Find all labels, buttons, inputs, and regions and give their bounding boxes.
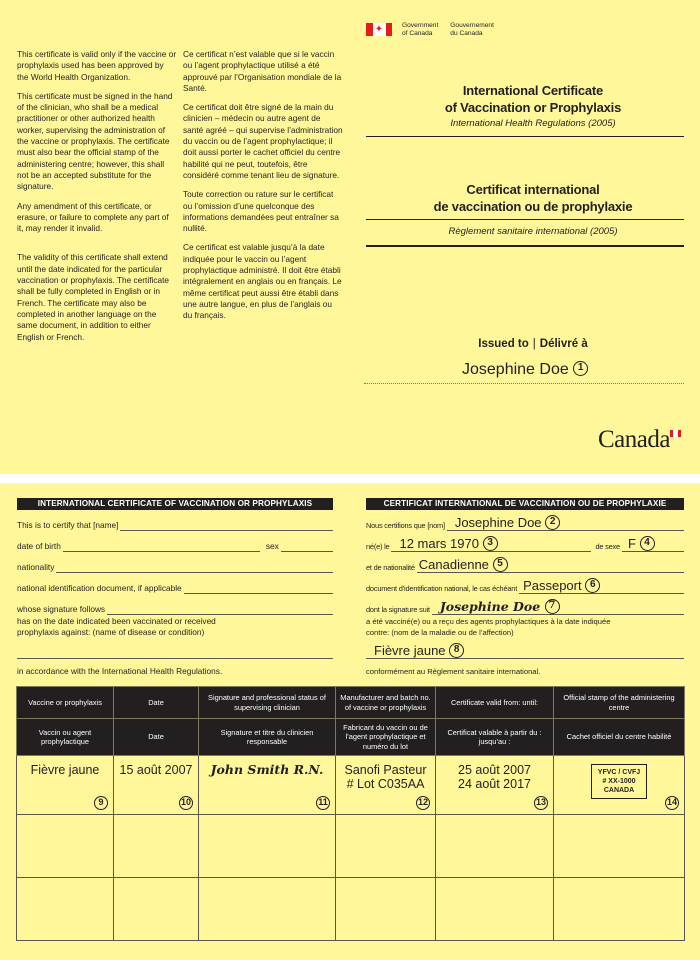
table-header-fr: [17, 719, 685, 756]
gov-en-line1: Government: [402, 22, 439, 29]
empty-cell[interactable]: [336, 878, 436, 941]
subtitle-fr: Règlement sanitaire international (2005): [448, 226, 618, 237]
field-number-badge: 6: [585, 578, 600, 593]
issued-to-line: [364, 383, 684, 384]
field-number-badge: 9: [94, 796, 108, 810]
empty-cell[interactable]: [554, 815, 685, 878]
cell-stamp[interactable]: [554, 756, 685, 815]
field-number-badge: 12: [416, 796, 430, 810]
notice-fr-1: Ce certificat n’est valable que si le vaccin ou l’agent prophylactique utilisé a été approuvé par l’Organisation mondiale de la Santé.: [183, 49, 342, 93]
gov-en-line2: of Canada: [402, 29, 433, 37]
dob-input[interactable]: 12 mars 1970 3: [391, 536, 591, 552]
vaccinated-text-en: has on the date indicated been vaccinated or received prophylaxis against: (name of disease or condition): [17, 616, 216, 637]
col-header: Certificat valable à partir du : jusqu’au :: [436, 719, 554, 756]
certificate-form: [0, 483, 700, 960]
field-name-fr: Nous certifions que [nom] Josephine Doe 2: [366, 515, 684, 531]
empty-cell[interactable]: [336, 815, 436, 878]
field-number-badge: 3: [483, 536, 498, 551]
form-header-en: INTERNATIONAL CERTIFICATE OF VACCINATION OR PROPHYLAXIS: [17, 498, 333, 510]
col-header: Signature et titre du clinicien responsable: [199, 719, 336, 756]
notice-fr-2: Ce certificat doit être signé de la main du clinicien – médecin ou autre agent de santé agréé – qui supervise l’administration du vaccin ou de l’agent prophylactique; il doit aussi porter le cachet officiel du centre habilité qui ne peut, toutefois, être considéré comme tenant lieu de signature.: [183, 102, 343, 180]
col-header: Official stamp of the administering centre: [554, 687, 685, 719]
col-header: Cachet officiel du centre habilité: [554, 719, 685, 756]
title-en-line1: International Certificate: [462, 83, 604, 98]
id-doc-input[interactable]: Passeport 6: [519, 578, 684, 594]
field-name-en: This is to certify that [name]: [17, 515, 333, 531]
signature-input[interactable]: Josephine Doe 7: [432, 599, 684, 615]
field-id-doc-en: national identification document, if applicable: [17, 578, 333, 594]
empty-cell[interactable]: [199, 815, 336, 878]
empty-cell[interactable]: [114, 815, 199, 878]
title-fr-line2: de vaccination ou de prophylaxie: [433, 199, 633, 214]
field-signature-fr: dont la signature suit Josephine Doe 7: [366, 599, 684, 615]
canada-flag-icon: ✦: [366, 23, 392, 36]
cell-clinician-signature[interactable]: John Smith R.N. 11: [199, 756, 336, 815]
title-french: [383, 181, 683, 215]
field-disease-fr: [366, 643, 684, 659]
accordance-text-fr: conformément au Règlement sanitaire international.: [366, 667, 541, 676]
notice-en-1: This certificate is valid only if the vaccine or prophylaxis used has been approved by the World Health Organization.: [17, 49, 177, 82]
field-number-badge: 14: [665, 796, 679, 810]
col-header: Fabricant du vaccin ou de l’agent prophylactique et numéro du lot: [336, 719, 436, 756]
field-number-badge: 1: [573, 361, 588, 376]
cell-date[interactable]: 15 août 2007 10: [114, 756, 199, 815]
sex-input[interactable]: F 4: [622, 536, 684, 552]
sex-line[interactable]: [281, 536, 333, 552]
notices-english: [17, 49, 177, 351]
empty-cell[interactable]: [199, 878, 336, 941]
certificate-cover: [0, 0, 700, 474]
official-stamp: YFVC / CVFJ # XX-1000 CANADA: [591, 764, 647, 799]
accordance-text-en: in accordance with the International Health Regulations.: [17, 666, 223, 676]
disease-line-en[interactable]: [17, 658, 333, 659]
field-number-badge: 10: [179, 796, 193, 810]
government-signature: [366, 22, 494, 37]
col-header: Vaccin ou agent prophylactique: [17, 719, 114, 756]
field-nationality-fr: et de nationalité Canadienne 5: [366, 557, 684, 573]
divider: [366, 245, 684, 247]
empty-cell[interactable]: [17, 878, 114, 941]
nationality-line[interactable]: [56, 557, 333, 573]
divider: [366, 136, 684, 137]
name-input[interactable]: Josephine Doe 2: [447, 515, 684, 531]
notices-french: [183, 49, 343, 330]
notice-fr-4: Ce certificat est valable jusqu’à la date indiquée pour le vaccin ou l’agent prophylactique administré. Il doit être établi intégralement en anglais ou en français. Le même certificat peut aussi être établi dans une autre langue, en plus de l’anglais ou du français.: [183, 242, 342, 321]
notice-en-4: The validity of this certificate shall extend until the date indicated for the particular vaccination or prophylaxis. The certificate shall be fully completed in English or in French. The certificate may also be completed in another language on the same document, in addition to either English or French.: [17, 252, 170, 342]
title-english: [383, 82, 683, 130]
empty-cell[interactable]: [114, 878, 199, 941]
nationality-input[interactable]: Canadienne 5: [417, 557, 684, 573]
col-header: Date: [114, 719, 199, 756]
field-number-badge: 8: [449, 643, 464, 658]
col-header: Vaccine or prophylaxis: [17, 687, 114, 719]
field-number-badge: 5: [493, 557, 508, 572]
gov-fr-line1: Gouvernement: [450, 22, 494, 29]
vaccination-table: [16, 686, 685, 941]
dob-line[interactable]: [63, 536, 260, 552]
issued-to-name: Josephine Doe 1: [462, 361, 588, 379]
form-header-fr: CERTIFICAT INTERNATIONAL DE VACCINATION OU DE PROPHYLAXIE: [366, 498, 684, 510]
wordmark-flag-icon: [670, 430, 681, 437]
cell-validity[interactable]: 25 août 2007 24 août 2017 13: [436, 756, 554, 815]
field-dob-en: date of birth sex: [17, 536, 333, 552]
field-signature-en: whose signature follows: [17, 599, 333, 615]
empty-cell[interactable]: [436, 815, 554, 878]
table-row-empty: [17, 878, 685, 941]
subtitle-en: International Health Regulations (2005): [450, 118, 616, 129]
notice-fr-3: Toute correction ou rature sur le certificat ou l’omission d’une quelconque des informations demandées peut entraîner sa nullité.: [183, 189, 339, 234]
cell-vaccine[interactable]: Fièvre jaune 9: [17, 756, 114, 815]
table-row: [17, 756, 685, 815]
col-header: Date: [114, 687, 199, 719]
title-en-line2: of Vaccination or Prophylaxis: [444, 100, 622, 115]
notice-en-3: Any amendment of this certificate, or erasure, or failure to complete any part of it, may render it invalid.: [17, 200, 169, 234]
empty-cell[interactable]: [17, 815, 114, 878]
field-id-doc-fr: document d’identification national, le cas échéant Passeport 6: [366, 578, 684, 594]
table-row-empty: [17, 815, 685, 878]
col-header: Manufacturer and batch no. of vaccine or prophylaxis: [336, 687, 436, 719]
col-header: Certificate valid from: until:: [436, 687, 554, 719]
notice-en-2: This certificate must be signed in the hand of the clinician, who shall be a medical practitioner or other authorized health worker, supervising the administration of the vaccine or prophylaxis. The certificate must also bear the official stamp of the administering centre; however, this shall not be an accepted substitute for the signature.: [17, 90, 173, 192]
field-dob-fr: né(e) le 12 mars 1970 3 de sexe F 4: [366, 536, 684, 552]
col-header: Signature and professional status of supervising clinician: [199, 687, 336, 719]
empty-cell[interactable]: [554, 878, 685, 941]
name-line[interactable]: [120, 515, 333, 531]
signature-line[interactable]: [107, 599, 333, 615]
field-number-badge: 13: [534, 796, 548, 810]
field-number-badge: 4: [640, 536, 655, 551]
vaccinated-text-fr: a été vacciné(e) ou a reçu des agents prophylactiques à la date indiquée contre: (nom de la maladie ou de l’affection): [366, 617, 611, 637]
empty-cell[interactable]: [436, 878, 554, 941]
issued-to-label: Issued to | Délivré à: [478, 338, 588, 350]
id-doc-line[interactable]: [184, 578, 333, 594]
table-header-en: [17, 687, 685, 719]
cell-manufacturer[interactable]: Sanofi Pasteur # Lot C035AA 12: [336, 756, 436, 815]
divider: [366, 219, 684, 220]
field-number-badge: 2: [545, 515, 560, 530]
field-nationality-en: nationality: [17, 557, 333, 573]
field-number-badge: 7: [545, 599, 560, 614]
disease-input[interactable]: Fièvre jaune 8: [366, 643, 684, 659]
title-fr-line1: Certificat international: [466, 182, 600, 197]
gov-fr-line2: du Canada: [450, 29, 483, 37]
canada-wordmark: Canada: [598, 426, 670, 453]
field-number-badge: 11: [316, 796, 330, 810]
